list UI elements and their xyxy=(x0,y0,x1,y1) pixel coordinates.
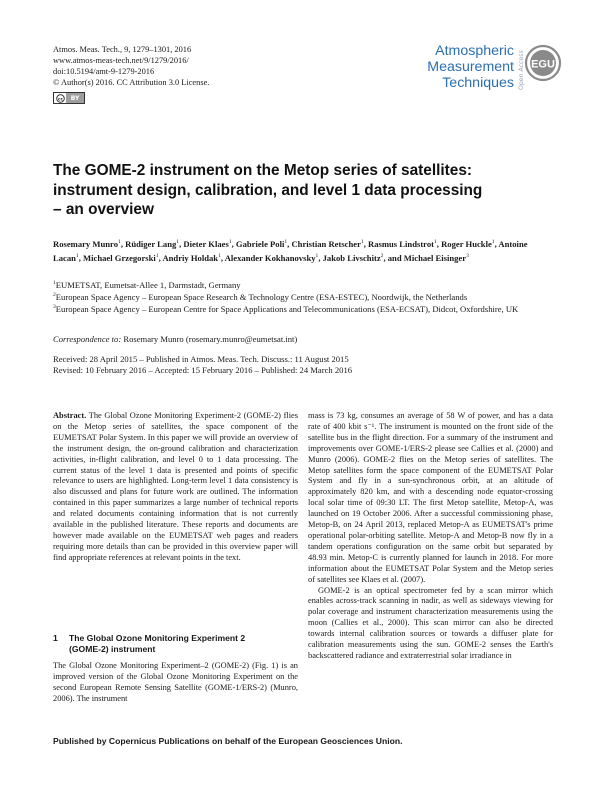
journal-logo[interactable] xyxy=(394,43,514,91)
article-title xyxy=(53,161,553,220)
section-1-text: The Global Ozone Monitoring Experiment–2 (GOME-2) (Fig. 1) is an improved version of the Global Ozone Monitoring Experiment on the second European Remote Sensing Satellite (GOME-1/ERS-2) (Munro, 2006). The instrument xyxy=(53,661,298,703)
author-name: Jakob Livschitz xyxy=(322,252,381,263)
author-affiliation-marker: 1 xyxy=(360,239,364,245)
affiliation-2: $^2$European Space Agency – European Space Research & Technology Centre (ESA-ESTEC), Noordwijk, the Netherlands xyxy=(53,291,468,302)
author-separator: , xyxy=(318,252,323,263)
author-separator: , xyxy=(363,238,369,249)
author-affiliation-marker: 1 xyxy=(176,239,180,245)
left-column xyxy=(53,411,298,564)
author-name: and Michael Eisinger xyxy=(387,252,467,263)
abstract-paragraph xyxy=(53,411,298,564)
author-name: Roger Huckle xyxy=(441,238,492,249)
affiliation-1: $^1$EUMETSAT, Eumetsat-Allee 1, Darmstadt, Germany xyxy=(53,279,241,290)
author-affiliation-marker: 1 xyxy=(155,252,159,259)
title-line-1: The GOME-2 instrument on the Metop series of satellites: xyxy=(53,162,473,179)
section-1-title-line1: The Global Ozone Monitoring Experiment 2 xyxy=(69,633,246,643)
section-1-title-line2: (GOME-2) instrument xyxy=(69,644,156,654)
correspondence-email[interactable]: Rosemary Munro (rosemary.munro@eumetsat.int) xyxy=(123,334,298,344)
author-affiliation-marker: 1 xyxy=(218,252,221,259)
author-name: Rasmus Lindstrot xyxy=(368,238,434,249)
author-affiliation-marker: 1 xyxy=(434,239,437,245)
publisher-footer: Published by Copernicus Publications on behalf of the European Geosciences Union. xyxy=(53,736,403,746)
author-affiliation-marker: 1 xyxy=(315,252,319,259)
author-separator: , xyxy=(120,238,126,249)
author-separator: , xyxy=(383,252,388,263)
author-affiliation-marker: 1 xyxy=(118,239,121,245)
author-name: Christian Retscher xyxy=(291,238,361,249)
author-separator: , xyxy=(179,238,184,249)
author-affiliation-marker: 2 xyxy=(380,252,384,259)
correspondence xyxy=(53,334,297,345)
section-1-number: 1 xyxy=(53,633,58,643)
author-list xyxy=(53,236,553,264)
author-name: Dieter Klaes xyxy=(183,238,229,249)
section-1-body xyxy=(53,661,298,705)
abstract-label: Abstract. xyxy=(53,411,87,420)
section-1-heading xyxy=(53,633,298,655)
history-revised: Revised: 10 February 2016 – Accepted: 15 February 2016 – Published: 24 March 2016 xyxy=(53,365,353,375)
author-affiliation-marker: 1 xyxy=(75,252,79,259)
abstract-text: The Global Ozone Monitoring Experiment-2 (GOME-2) flies on the Metop series of satellites, the space component of the EUMETSAT Polar System. In this paper we will provide an overview of the instrument design, the on-ground calibration and characterization activities, in-flight calibration, and level 0 to 1 data processing. The current status of the level 1 data is presented and points of specific relevance to users are highlighted. Long-term level 1 data consistency is also discussed and plans for future work are outlined. The information contained in this paper summarizes a large number of technical reports and related documents containing information that is not currently available in the published literature. These reports and documents are however made available on the EUMETSAT web pages and readers requiring more details than can be provided in this overview paper will find appropriate references at relevant points in the text. xyxy=(53,411,298,562)
correspondence-label: Correspondence to: xyxy=(53,334,122,344)
author-affiliation-marker: 1 xyxy=(491,239,495,245)
egu-logo-icon[interactable] xyxy=(524,44,562,82)
author-name: Alexander Kokhanovsky xyxy=(224,252,316,263)
article-url[interactable]: www.atmos-meas-tech.net/9/1279/2016/ xyxy=(53,56,189,65)
title-line-3: – an overview xyxy=(53,201,154,218)
author-affiliation-marker: 3 xyxy=(466,252,469,259)
author-separator: , xyxy=(436,238,442,249)
right-paragraph-2: GOME-2 is an optical spectrometer fed by a scan mirror which enables across-track scanning in nadir, as well as sideways viewing for polar coverage and instrument characterization measurements using the moon (Callies et al., 2000). This scan mirror can also be directed towards internal calibration sources or towards a diffuser plate for calibration measurements using the sun. GOME-2 senses the Earth's backscattered radiance and extraterrestrial solar irradiance in xyxy=(308,585,553,660)
license-line: © Author(s) 2016. CC Attribution 3.0 License. xyxy=(53,78,210,87)
right-column xyxy=(308,411,553,662)
author-name: Rüdiger Lang xyxy=(125,238,177,249)
author-affiliation-marker: 1 xyxy=(284,239,288,245)
author-name: Antoine Lacan xyxy=(53,238,528,263)
author-separator: , xyxy=(231,238,236,249)
svg-text:Open Access: Open Access xyxy=(518,50,525,90)
journal-logo-line3: Techniques xyxy=(442,75,514,91)
author-separator: , xyxy=(220,252,225,263)
author-name: Andriy Holdak xyxy=(162,252,219,263)
svg-text:cc: cc xyxy=(57,95,63,101)
author-affiliation-marker: 1 xyxy=(228,239,232,245)
title-line-2: instrument design, calibration, and level 1 data processing xyxy=(53,181,483,199)
author-separator: , xyxy=(494,238,499,249)
journal-logo-line1: Atmospheric xyxy=(435,43,514,59)
author-separator: , xyxy=(287,238,292,249)
cc-by-label: BY xyxy=(66,93,84,103)
author-name: Gabriele Poli xyxy=(235,238,285,249)
article-doi[interactable]: doi:10.5194/amt-9-1279-2016 xyxy=(53,67,155,76)
author-separator: , xyxy=(158,252,163,263)
author-name: Michael Grzegorski xyxy=(83,252,156,263)
right-paragraph-1: mass is 73 kg, consumes an average of 58 W of power, and has a data rate of 400 kbit s⁻¹. The instrument is mounted on the front side of the satellite bus in the flight direction. For a summary of the instrument and improvements over GOME-1/ERS-2 please see Callies et al. (2000) and Munro (2006). GOME-2 flies on the Metop series of satellites. The Metop satellites form the space component of the EUMETSAT Polar System and fly in a sun-synchronous orbit, at an altitude of approximately 820 km, and with a descending node equator-crossing local solar time of 09:30 LT. The first Metop satellite, Metop-A, was launched on 19 October 2006. After a successful commissioning phase, Metop-B, on 24 April 2013, replaced Metop-A as EUMETSAT's prime operational polar-orbiting satellite. Metop-A and Metop-B now fly in a tandem operations configuration on the same orbit but separated by 48.93 min. Metop-C is currently planned for launch in 2018. For more information about the EUMETSAT Polar System and the Metop series of satellites see Klaes et al. (2007). xyxy=(308,411,553,584)
author-separator: , xyxy=(78,252,84,263)
affiliation-3: $^3$European Space Agency – European Centre for Space Applications and Telecommunications (ESA-ECSAT), Didcot, Oxfordshire, UK xyxy=(53,303,519,314)
history-received: Received: 28 April 2015 – Published in Atmos. Meas. Tech. Discuss.: 11 August 2015 xyxy=(53,354,349,364)
cc-license-badge[interactable] xyxy=(53,92,85,104)
author-name: Rosemary Munro xyxy=(53,238,119,249)
citation-line: Atmos. Meas. Tech., 9, 1279–1301, 2016 xyxy=(53,45,192,54)
cc-icon xyxy=(54,93,66,103)
journal-logo-line2: Measurement xyxy=(427,59,514,75)
svg-text:EGU: EGU xyxy=(531,58,555,71)
